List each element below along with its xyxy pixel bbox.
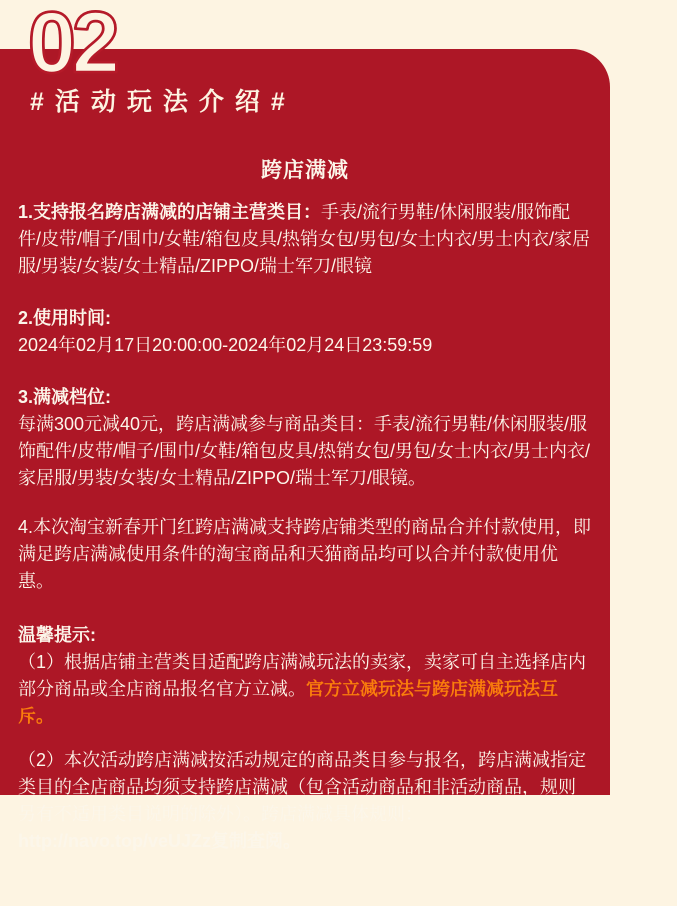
section-number: 02: [28, 0, 116, 91]
discount-tier-heading: 3.满减档位:: [18, 387, 112, 407]
section-title: #活动玩法介绍#: [30, 88, 296, 116]
rule-url: http://navo.top/veUJZz: [18, 831, 211, 851]
category-paragraph-list: 手表/流行男鞋/休闲服装/服饰配件/皮带/帽子/围巾/女鞋/箱包皮具/热销女包/男包/女士内衣/男士内衣/家居服/男装/女装/女士精品/ZIPPO/瑞士军刀/眼镜: [18, 202, 591, 276]
usage-time-heading: 2.使用时间:: [18, 308, 112, 328]
content-panel: [0, 49, 610, 851]
tip-2-text: （2）本次活动跨店满减按活动规定的商品类目参与报名，跨店满减指定类目的全店商品均须支持跨店满减（包含活动商品和非活动商品，规则另有不适用类目说明的除外）。跨店满减具体规则：: [18, 750, 587, 824]
tip-1: [18, 649, 592, 730]
discount-tier-paragraph: 每满300元减40元，跨店满减参与商品类目：手表/流行男鞋/休闲服装/服饰配件/皮带/帽子/围巾/女鞋/箱包皮具/热销女包/男包/女士内衣/男士内衣/家居服/男装/女装/女士精品/ZIPPO/瑞士军刀/眼镜。: [18, 414, 591, 488]
usage-time-value: 2024年02月17日20:00:00-2024年02月24日23:59:59: [18, 335, 433, 355]
category-paragraph-lead: 1.支持报名跨店满减的店铺主营类目：: [18, 202, 322, 222]
tip-2: [18, 747, 592, 855]
rule-url-suffix: 复制查阅。: [211, 831, 301, 851]
tip-1-text: （1）根据店铺主营类目适配跨店满减玩法的卖家，卖家可自主选择店内部分商品或全店商品报名官方立减。: [18, 652, 587, 699]
content-body: [0, 160, 610, 906]
tip-1-highlight: 官方立减玩法与跨店满减玩法互斥。: [18, 679, 558, 726]
combine-payment-paragraph: 4.本次淘宝新春开门红跨店满减支持跨店铺类型的商品合并付款使用，即满足跨店满减使用条件的淘宝商品和天猫商品均可以合并付款使用优惠。: [18, 517, 592, 591]
subtitle: 跨店满减: [261, 159, 349, 182]
tips-heading: 温馨提示:: [18, 625, 96, 645]
category-paragraph: [18, 199, 592, 280]
